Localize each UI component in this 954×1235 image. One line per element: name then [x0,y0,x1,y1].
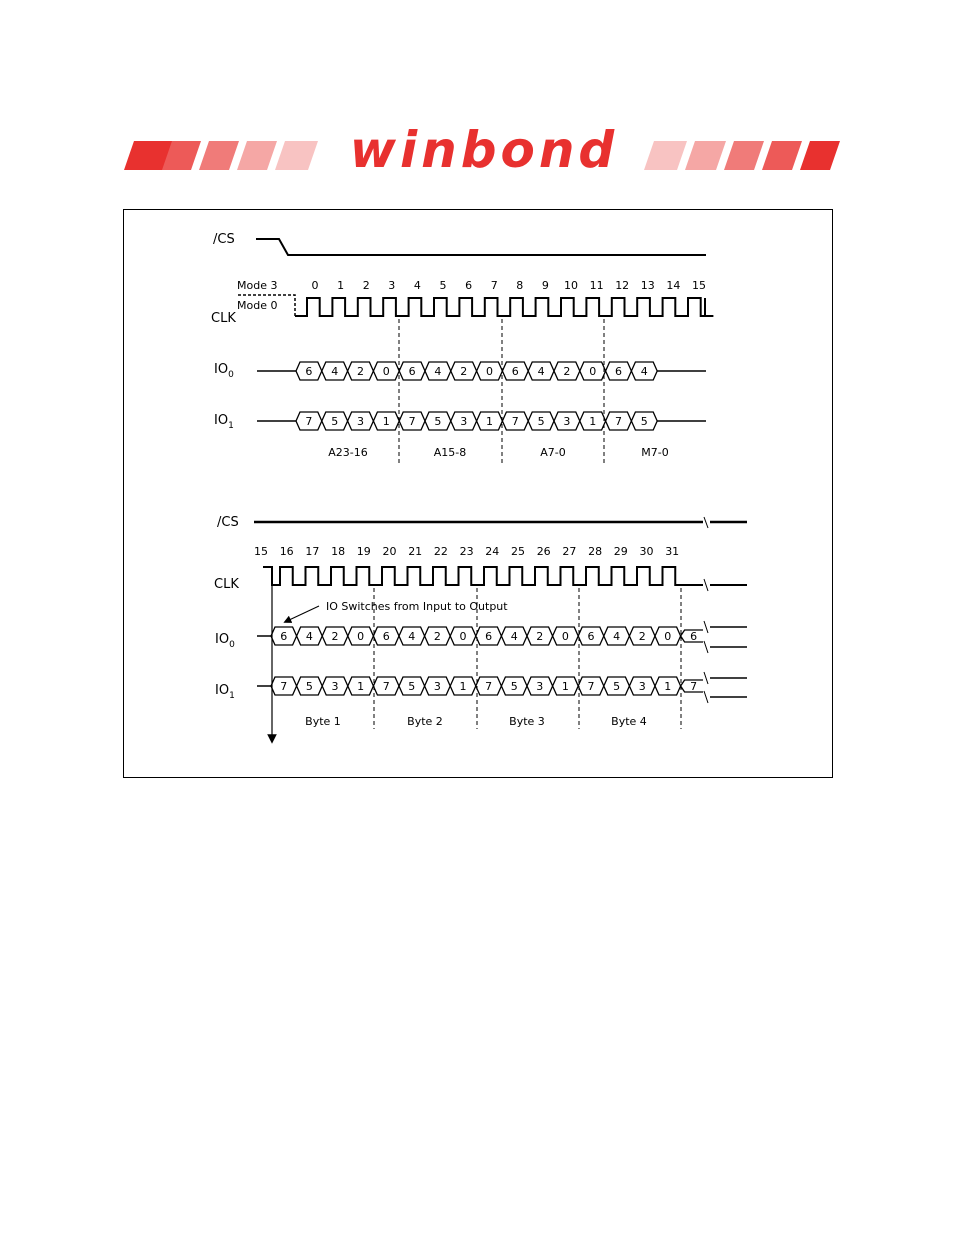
bus-value: 1 [459,680,467,693]
group-labels [328,446,668,459]
cs-break-mark [704,517,708,528]
bus-value: 7 [587,680,595,693]
bus-value: 4 [510,630,518,643]
clock-number: 5 [439,279,447,292]
group-label: Byte 2 [407,715,443,728]
io0-bus [257,362,706,380]
bus-value: 2 [536,630,544,643]
bus-value: 1 [486,415,493,428]
winbond-logo [0,0,954,200]
bus-value: 7 [485,680,493,693]
bus-value: 6 [690,630,698,643]
bus-value: 5 [640,415,648,428]
bus-value: 6 [511,365,519,378]
cs-label: /CS [213,232,235,247]
bus-value: 5 [613,680,621,693]
io0-bus [257,627,703,645]
clk-break-mark [704,579,708,591]
clock-number: 23 [459,545,474,558]
bus-value: 7 [305,415,313,428]
bus-value: 5 [305,680,313,693]
clock-number: 4 [413,279,421,292]
logo-stripes-left [124,141,318,170]
clock-number: 25 [511,545,525,558]
clock-number: 12 [615,279,630,292]
bus-value: 7 [280,680,288,693]
clock-number: 22 [433,545,448,558]
bus-value: 2 [433,630,441,643]
bus-value: 1 [357,680,365,693]
bus-value: 2 [460,365,468,378]
bus-value: 3 [433,680,441,693]
group-label: Byte 3 [509,715,545,728]
io0-label: $IO_0$ [215,632,235,650]
group-label: A15-8 [433,446,467,459]
bus-value: 3 [331,680,339,693]
bus-value: 2 [563,365,571,378]
clock-number: 3 [388,279,396,292]
clock-number: 21 [408,545,423,558]
group-label: A7-0 [540,446,566,459]
clock-number: 26 [536,545,551,558]
bus-value: 4 [613,630,621,643]
clock-number: 29 [613,545,628,558]
bus-value: 0 [382,365,390,378]
clock-number: 28 [588,545,603,558]
clock-number: 15 [254,545,268,558]
bus-value: 5 [537,415,545,428]
group-label: M7-0 [641,446,669,459]
mode3-label: Mode 3 [237,279,278,292]
clock-number: 6 [465,279,473,292]
clock-number: 31 [665,545,680,558]
clock-number: 18 [331,545,346,558]
clock-number: 10 [564,279,578,292]
bus-break-marks [704,621,747,703]
bus-value: 0 [589,365,597,378]
clk-label: CLK [211,311,236,326]
clock-number: 8 [516,279,524,292]
bus-value: 7 [408,415,416,428]
bus-value: 1 [561,680,569,693]
bus-value: 6 [587,630,595,643]
bus-value: 4 [305,630,313,643]
bus-value: 4 [331,365,339,378]
bus-value: 0 [459,630,467,643]
bus-value: 6 [485,630,493,643]
annotation-arrow [287,606,319,621]
io0-label: $IO_0$ [214,362,234,380]
mode0-label: Mode 0 [237,299,278,312]
bus-value: 4 [640,365,648,378]
bus-value: 7 [690,680,698,693]
bus-value: 0 [561,630,569,643]
bus-value: 4 [408,630,416,643]
group-labels [305,715,647,728]
bus-value: 3 [357,415,364,428]
bus-value: 5 [434,415,442,428]
bus-value: 5 [408,680,416,693]
clock-number: 13 [640,279,655,292]
bus-value: 3 [638,680,646,693]
bus-value: 1 [382,415,390,428]
bus-value: 4 [537,365,545,378]
clock-numbers [312,279,707,292]
io1-label: $IO_1$ [215,683,235,701]
bus-value: 6 [408,365,416,378]
group-dividers [399,319,604,466]
clock-number: 1 [337,279,345,292]
io-switch-annotation: IO Switches from Input to Output [326,600,508,613]
bus-value: 7 [382,680,390,693]
io1-bus [257,412,706,430]
timing-diagram-frame [123,209,833,778]
timing-diagram [124,210,832,777]
bus-value: 0 [357,630,365,643]
clock-number: 27 [562,545,577,558]
bus-value: 1 [664,680,672,693]
logo-stripes-right [644,141,840,170]
bus-value: 7 [511,415,519,428]
diagram-2 [214,515,747,739]
group-label: Byte 4 [611,715,647,728]
bus-value: 7 [615,415,622,428]
bus-value: 5 [331,415,339,428]
clk-signal [263,567,703,585]
bus-value: 2 [638,630,646,643]
cs-label: /CS [217,515,239,530]
bus-value: 6 [615,365,622,378]
clock-number: 14 [666,279,681,292]
clock-number: 15 [692,279,706,292]
bus-value: 3 [563,415,571,428]
clock-number: 0 [311,279,319,292]
bus-value: 6 [280,630,288,643]
clock-number: 2 [362,279,370,292]
clock-number: 16 [279,545,294,558]
bus-value: 2 [357,365,364,378]
clock-numbers [254,545,679,558]
bus-value: 3 [536,680,544,693]
clock-number: 7 [490,279,498,292]
cs-signal [256,239,706,255]
clock-number: 11 [589,279,604,292]
diagram-1 [211,232,713,466]
bus-value: 3 [460,415,468,428]
clock-number: 20 [382,545,397,558]
bus-value: 0 [664,630,672,643]
clk-label: CLK [214,577,239,592]
bus-value: 0 [486,365,493,378]
bus-value: 4 [434,365,442,378]
logo-wordmark: winbond [349,121,619,179]
bus-value: 1 [589,415,597,428]
io1-bus [257,677,703,695]
bus-value: 5 [510,680,518,693]
clock-number: 24 [485,545,500,558]
clock-number: 17 [305,545,320,558]
clock-number: 19 [356,545,371,558]
io1-label: $IO_1$ [214,413,234,431]
bus-value: 2 [331,630,339,643]
clock-number: 9 [541,279,549,292]
bus-value: 6 [305,365,313,378]
clock-number: 30 [639,545,654,558]
group-label: A23-16 [328,446,368,459]
bus-value: 6 [382,630,390,643]
clk-signal [295,298,713,316]
group-label: Byte 1 [305,715,341,728]
